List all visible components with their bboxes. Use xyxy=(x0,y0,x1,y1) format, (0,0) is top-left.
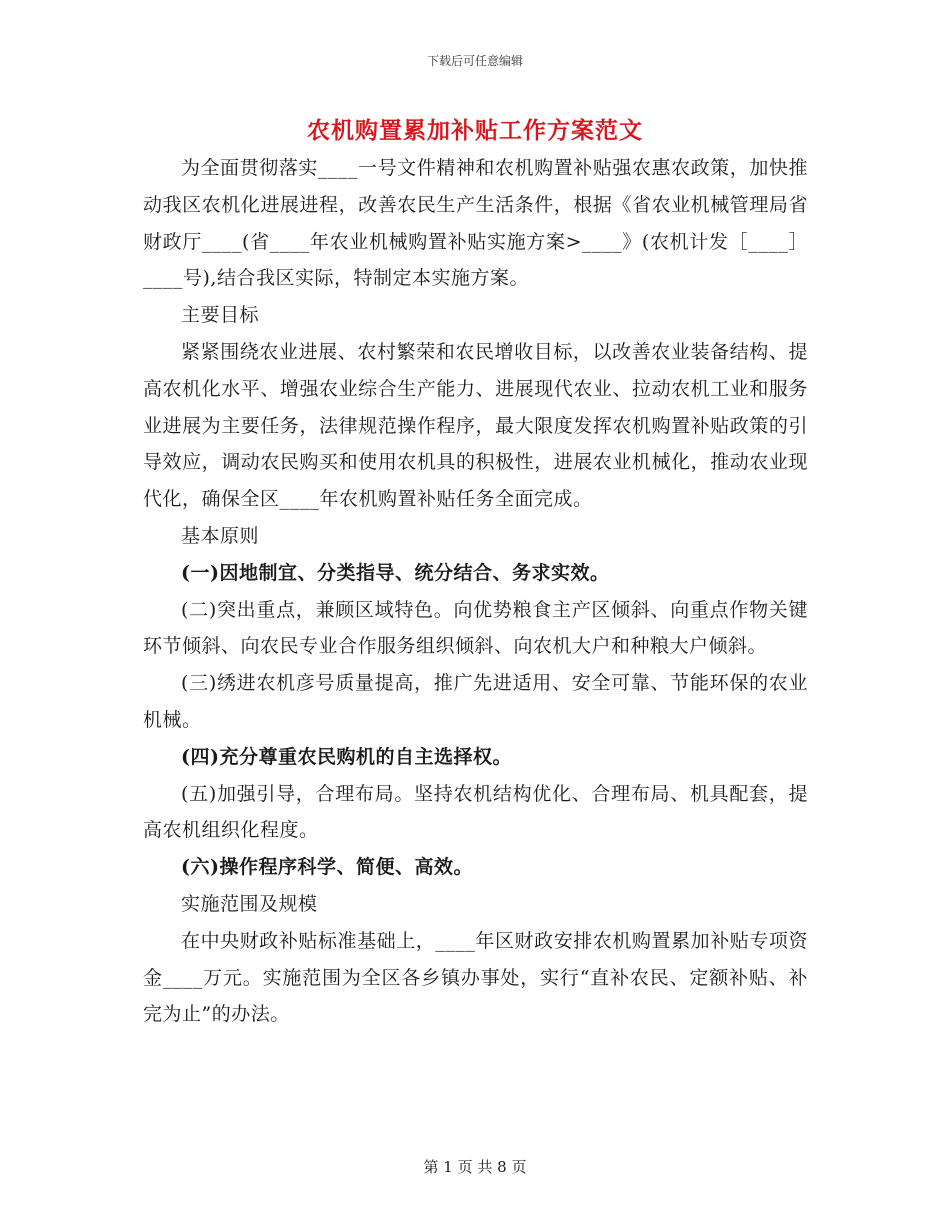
principle-item: (六)操作程序科学、简便、高效。 xyxy=(181,856,473,879)
header-note: 下载后可任意编辑 xyxy=(426,54,523,68)
paragraph: 紧紧围绕农业进展、农村繁荣和农民增收目标，以改善农业装备结构、提高农机化水平、增强农业综合生产能力、进展现代农业、拉动农机工业和服务业进展为主要任务，法律规范操作程序，最大限度发挥农机购置补贴政策的引导效应，调动农民购买和使用农机具的积极性，进展农业机械化，推动农业现代化，确保全区____年农机购置补贴任务全面完成。 xyxy=(143,340,808,511)
document-body xyxy=(143,150,808,1033)
principle-item: (五)加强引导，合理布局。坚持农机结构优化、合理布局、机具配套，提高农机组织化程度。 xyxy=(143,782,808,842)
document-title: 农机购置累加补贴工作方案范文 xyxy=(307,117,643,144)
paragraph: 为全面贯彻落实____一号文件精神和农机购置补贴强农惠农政策，加快推动我区农机化进展进程，改善农民生产生活条件，根据《省农业机械管理局省财政厅____(省____年农业机械购置补贴实施方案>____》(农机计发［____］____号),结合我区实际，特制定本实施方案。 xyxy=(143,157,808,290)
principle-item: (一)因地制宜、分类指导、统分结合、务求实效。 xyxy=(181,561,610,584)
page-number: 第 1 页 共 8 页 xyxy=(423,1158,527,1176)
section-heading: 主要目标 xyxy=(181,304,260,327)
principle-item: (三)绣进农机彦号质量提高，推广先进适用、安全可靠、节能环保的农业机械。 xyxy=(143,672,808,731)
principle-item: (二)突出重点，兼顾区域特色。向优势粮食主产区倾斜、向重点作物关键环节倾斜、向农民专业合作服务组织倾斜、向农机大户和种粮大户倾斜。 xyxy=(143,598,808,658)
section-heading: 实施范围及规模 xyxy=(181,892,318,915)
paragraph: 在中央财政补贴标准基础上，____年区财政安排农机购置累加补贴专项资金____万元。实施范围为全区各乡镇办事处，实行“直补农民、定额补贴、补完为止”的办法。 xyxy=(143,929,808,1026)
section-heading: 基本原则 xyxy=(181,524,260,547)
principle-item: (四)充分尊重农民购机的自主选择权。 xyxy=(181,745,512,768)
